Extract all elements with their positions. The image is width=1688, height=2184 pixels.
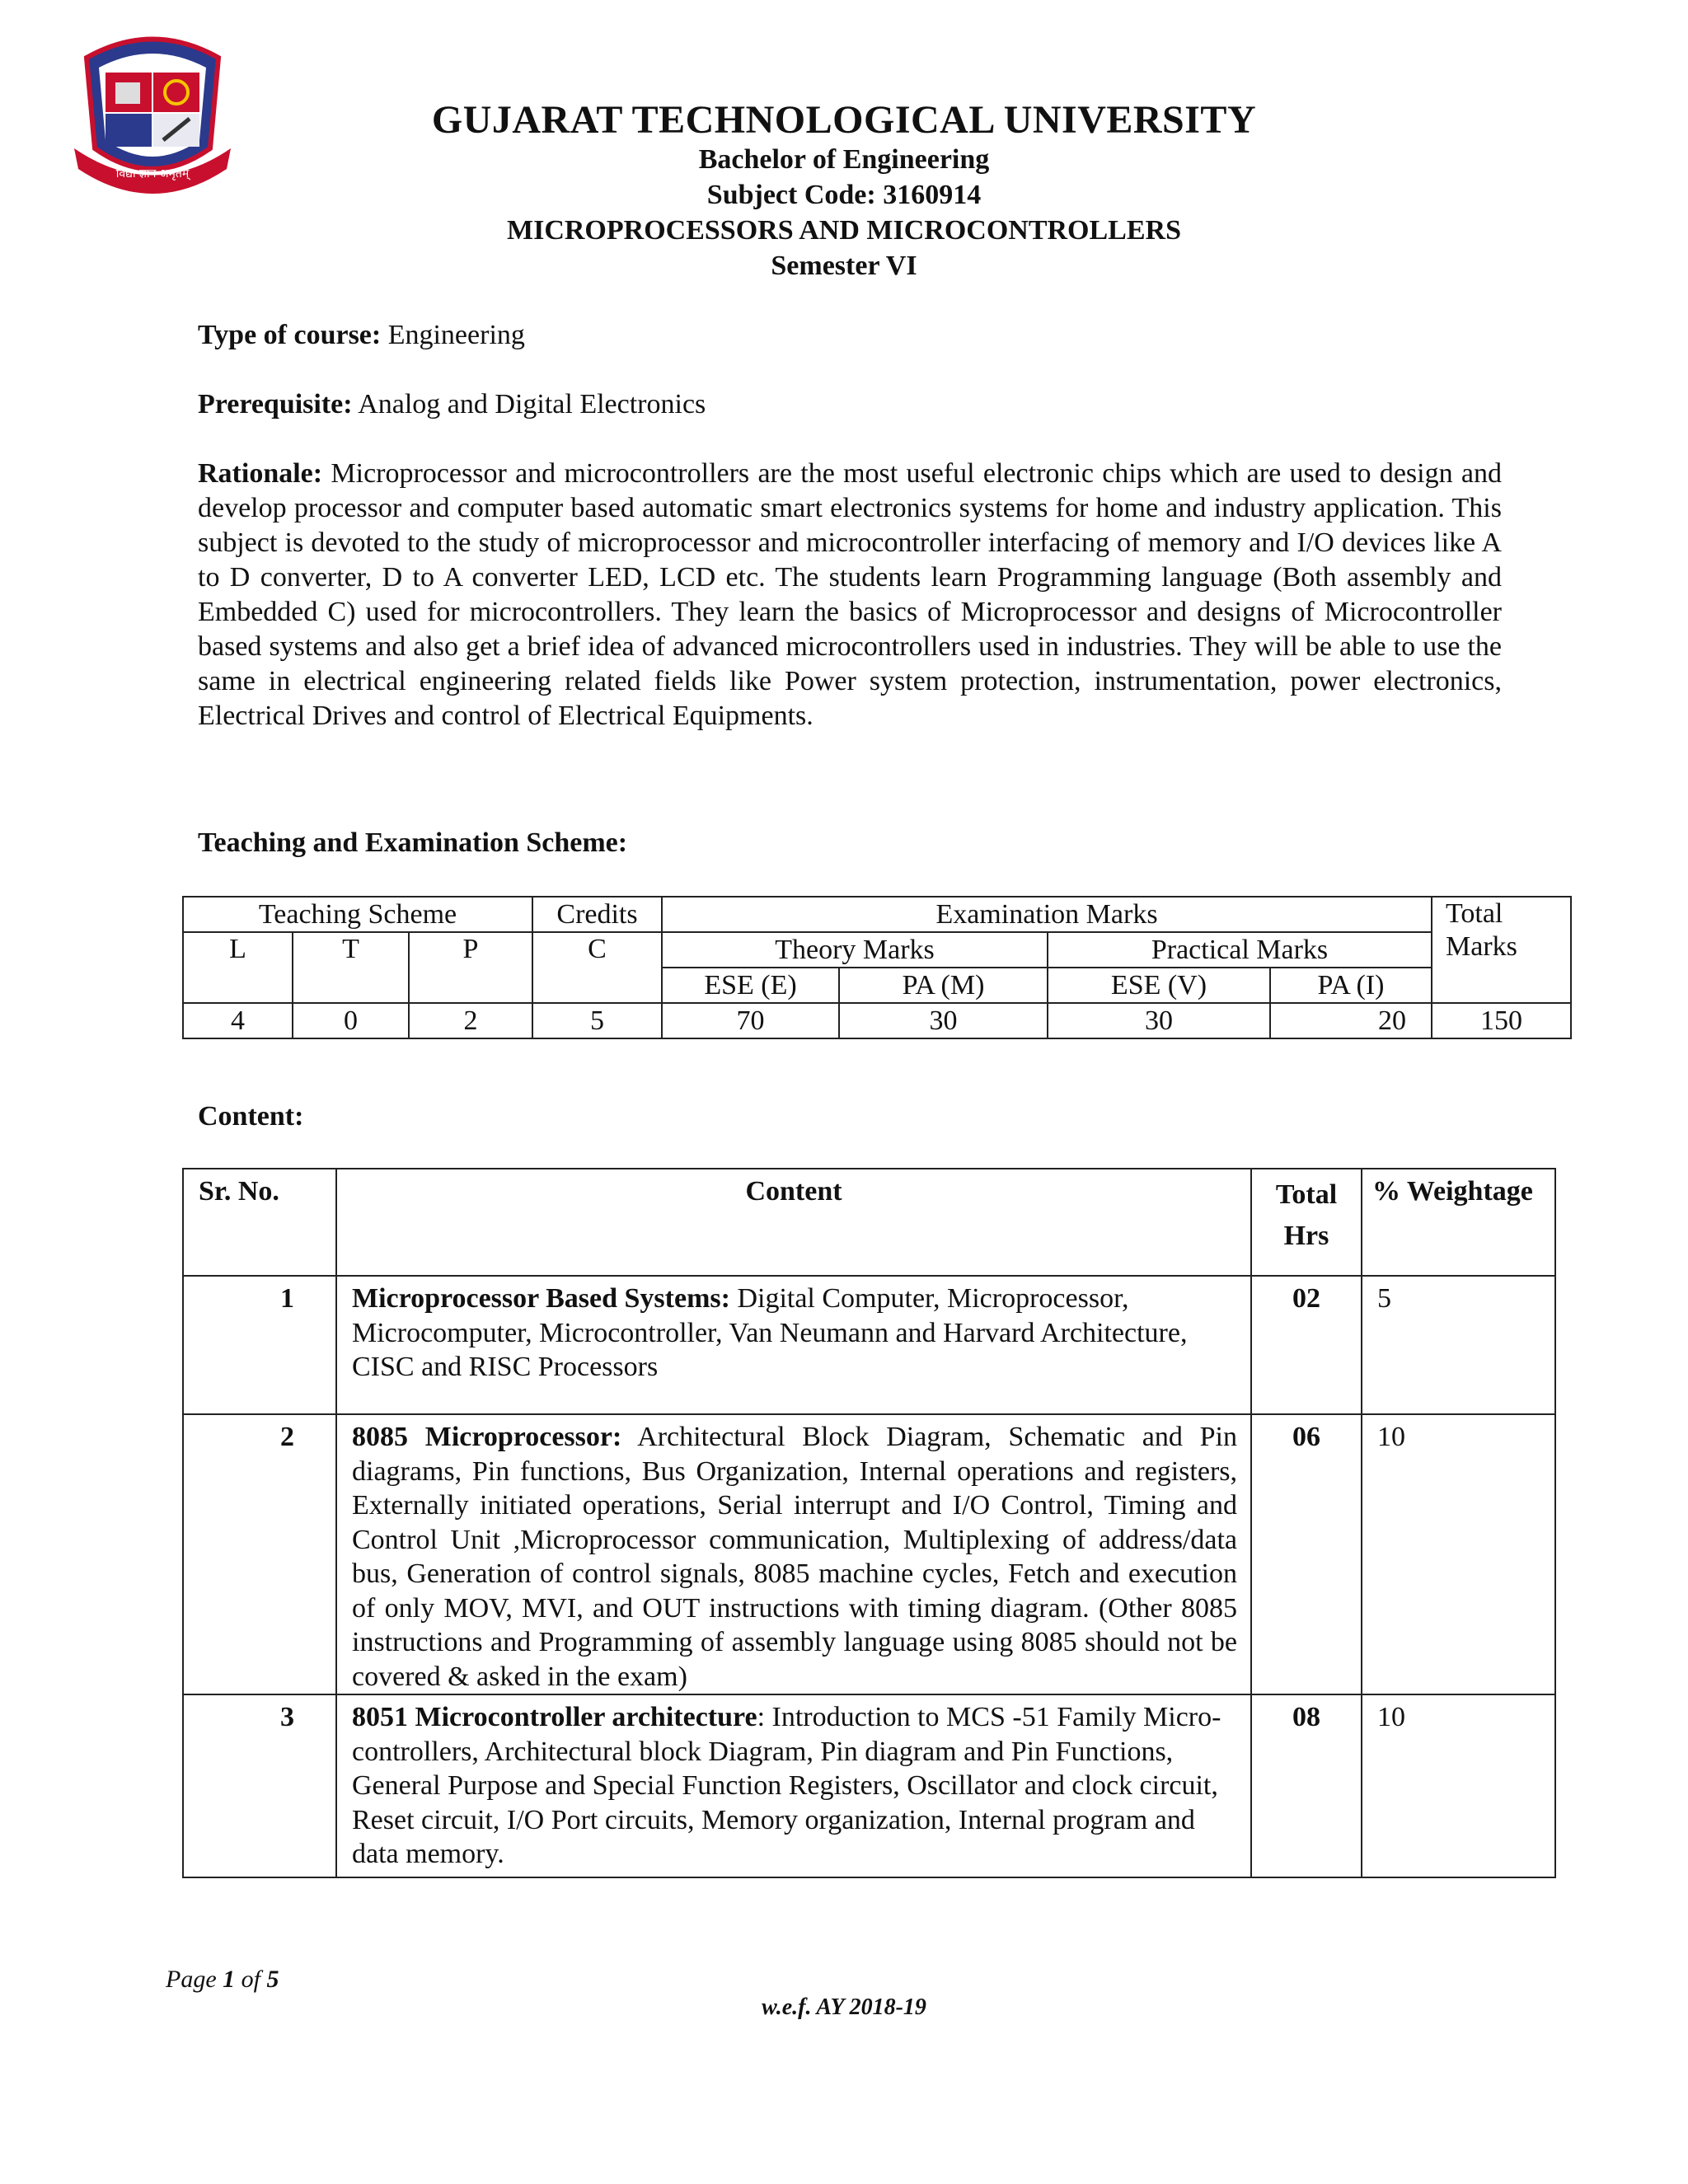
row-sr: 3 <box>183 1694 336 1877</box>
rationale <box>198 457 1502 733</box>
exam-marks-header: Examination Marks <box>662 897 1432 932</box>
scheme-values-row <box>183 1003 1571 1038</box>
row-sr: 1 <box>183 1276 336 1414</box>
row-text: : Introduction to MCS -51 Family Micro-controllers, Architectural block Diagram, Pin diagram and Pin Functions, General Purpose and Special Function Registers, Oscillator and clock circuit, Reset circuit, I/O Port circuits, Memory organization, Internal program and data memory. <box>352 1702 1221 1869</box>
row-content <box>336 1694 1251 1877</box>
semester: Semester VI <box>771 251 917 281</box>
l-header: L <box>183 932 293 1003</box>
sr-no-header: Sr. No. <box>183 1169 336 1276</box>
practical-marks-header: Practical Marks <box>1048 932 1432 968</box>
type-value: Engineering <box>381 320 525 350</box>
row-weight: 5 <box>1362 1276 1555 1414</box>
row-content <box>336 1276 1251 1414</box>
total-hrs-header-line2: Hrs <box>1283 1221 1329 1251</box>
p-value: 2 <box>409 1003 532 1038</box>
total-hrs-header-line1: Total <box>1275 1179 1338 1210</box>
row-text: Architectural Block Diagram, Schematic and Pin diagrams, Pin functions, Bus Organization, Internal operations and registers, Externally initiated operations, Serial interrupt and I/O Control, Timing and Control Unit ,Microprocessor communication, Multiplexing of address/data bus, Generation of control signals, 8085 machine cycles, Fetch and execution of only MOV, MVI, and OUT instructions with timing diagram. (Other 8085 instructions and Programming of assembly language using 8085 should not be covered & asked in the exam) <box>352 1422 1237 1692</box>
prereq-value: Analog and Digital Electronics <box>352 389 706 419</box>
teaching-scheme-header: Teaching Scheme <box>183 897 532 932</box>
subject-code: Subject Code: 3160914 <box>706 180 982 210</box>
content-row <box>183 1414 1555 1694</box>
row-hrs: 08 <box>1251 1694 1362 1877</box>
degree: Bachelor of Engineering <box>698 144 990 175</box>
page-prefix: Page <box>166 1966 223 1993</box>
pa-i-value: 20 <box>1270 1003 1432 1038</box>
row-hrs: 06 <box>1251 1414 1362 1694</box>
total-marks-header: Total Marks <box>1432 897 1571 1003</box>
rationale-value: Microprocessor and microcontrollers are the most useful electronic chips which are used to design and develop processor and computer based automatic smart electronics systems for home and industry application. This subject is devoted to the study of microprocessor and microcontroller interfacing of memory and I/O devices like A to D converter, D to A converter LED, LCD etc. The students learn Programming language (Both assembly and Embedded C) used for microcontrollers. They learn the basics of Microprocessor and designs of Microcontroller based systems and also get a brief idea of advanced microcontrollers used in industries. They will be able to use the same in electrical engineering related fields like Power system protection, instrumentation, power electronics, Electrical Drives and control of Electrical Equipments. <box>198 458 1502 731</box>
content-table <box>182 1168 1556 1878</box>
c-header: C <box>532 932 662 1003</box>
rationale-label: Rationale: <box>198 458 323 489</box>
row-sr: 2 <box>183 1414 336 1694</box>
page-total: 5 <box>266 1966 279 1993</box>
row-title: 8051 Microcontroller architecture <box>352 1702 757 1732</box>
subject-name: MICROPROCESSORS AND MICROCONTROLLERS <box>507 215 1181 246</box>
row-weight: 10 <box>1362 1694 1555 1877</box>
content-row <box>183 1276 1555 1414</box>
credits-header: Credits <box>532 897 662 932</box>
page-mid: of <box>235 1966 267 1993</box>
row-title: Microprocessor Based Systems: <box>352 1283 730 1314</box>
row-weight: 10 <box>1362 1414 1555 1694</box>
ese-v-value: 30 <box>1048 1003 1270 1038</box>
type-label: Type of course: <box>198 320 382 350</box>
type-of-course <box>198 318 1502 353</box>
content-heading: Content: <box>198 1101 304 1132</box>
content-header: Content <box>336 1169 1251 1276</box>
scheme-table <box>182 896 1572 1039</box>
scheme-heading: Teaching and Examination Scheme: <box>198 827 628 858</box>
c-value: 5 <box>532 1003 662 1038</box>
prerequisite <box>198 387 1502 422</box>
l-value: 4 <box>183 1003 293 1038</box>
row-text: Digital Computer, Microprocessor, Microcomputer, Microcontroller, Van Neumann and Harvard Architecture, CISC and RISC Processors <box>352 1283 1188 1382</box>
content-row <box>183 1694 1555 1877</box>
ese-e-value: 70 <box>662 1003 839 1038</box>
logo-motto: विद्या ज्ञान अमृतम् <box>115 167 190 180</box>
p-header: P <box>409 932 532 1003</box>
content-header-row <box>183 1169 1555 1276</box>
row-content <box>336 1414 1251 1694</box>
university-title: GUJARAT TECHNOLOGICAL UNIVERSITY <box>431 98 1257 142</box>
ese-e-header: ESE (E) <box>662 968 839 1003</box>
theory-marks-header: Theory Marks <box>662 932 1048 968</box>
row-hrs: 02 <box>1251 1276 1362 1414</box>
row-title: 8085 Microprocessor: <box>352 1422 622 1452</box>
pa-i-header: PA (I) <box>1270 968 1432 1003</box>
wef-note: w.e.f. AY 2018-19 <box>762 1994 926 2020</box>
t-header: T <box>293 932 409 1003</box>
page-num: 1 <box>223 1966 236 1993</box>
ese-v-header: ESE (V) <box>1048 968 1270 1003</box>
t-value: 0 <box>293 1003 409 1038</box>
total-value: 150 <box>1432 1003 1571 1038</box>
weightage-header: % Weightage <box>1362 1169 1555 1276</box>
pa-m-header: PA (M) <box>839 968 1048 1003</box>
pa-m-value: 30 <box>839 1003 1048 1038</box>
prereq-label: Prerequisite: <box>198 389 353 419</box>
page-number <box>166 1966 279 1994</box>
total-hrs-header <box>1251 1169 1362 1276</box>
